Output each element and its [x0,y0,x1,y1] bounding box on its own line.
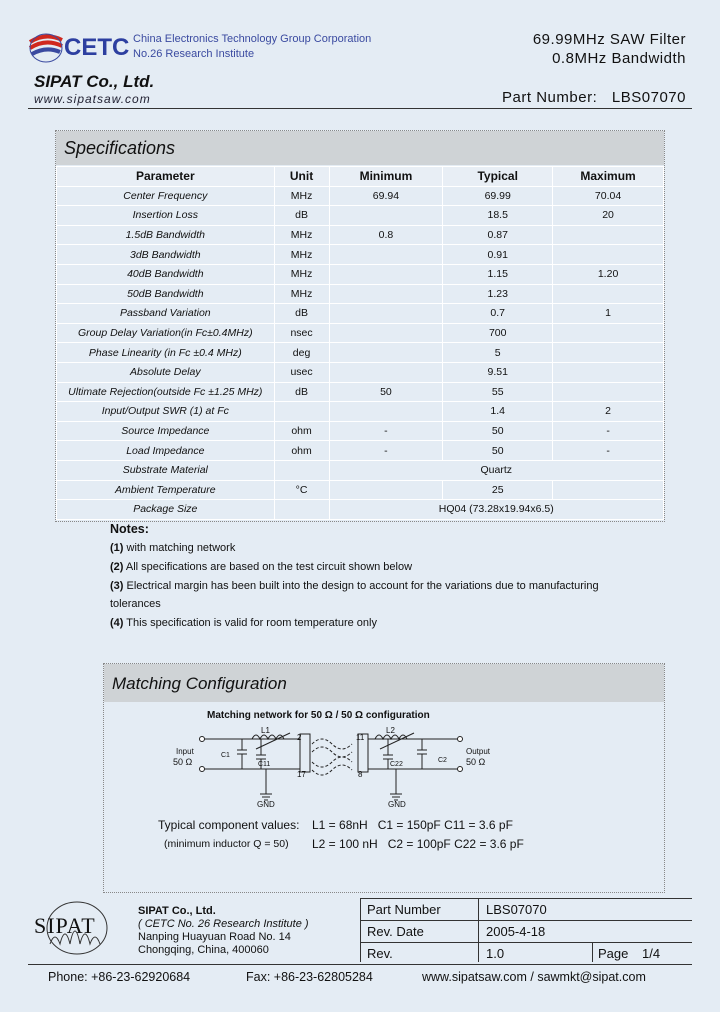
cell-typical: Quartz [329,460,663,480]
cell-maximum: 20 [553,206,664,226]
cell-maximum [553,362,664,382]
col-typical: Typical [443,167,553,187]
gnd-left: GND [257,800,275,809]
pin-2: 2 [297,733,302,742]
cell-unit: nsec [274,323,329,343]
cell-parameter: 3dB Bandwidth [57,245,275,265]
cell-minimum: 50 [329,382,443,402]
info-line-page [592,942,593,962]
cell-maximum [553,225,664,245]
company-line1: China Electronics Technology Group Corporation [133,33,372,45]
cell-typical: 50 [443,441,553,461]
info-part-value: LBS07070 [486,902,547,917]
website: www.sipatsaw.com [34,92,151,106]
cell-typical: 18.5 [443,206,553,226]
cell-minimum [329,343,443,363]
c22-label: C22 [390,761,403,768]
pin-8: 8 [358,770,363,779]
sipat-name: SIPAT Co., Ltd. [34,72,155,91]
values-label: Typical component values: [158,818,300,832]
cell-parameter: Package Size [57,500,275,520]
spec-row [57,343,664,363]
part-number: LBS07070 [611,89,686,106]
spec-table [56,166,664,520]
company-name: SIPAT Co., Ltd. [138,905,216,917]
spec-row [57,500,664,520]
col-parameter: Parameter [57,167,275,187]
cell-maximum [553,323,664,343]
c1-label: C1 [221,752,230,759]
cell-typical: 1.4 [443,402,553,422]
cell-parameter: Source Impedance [57,421,275,441]
info-line-2 [360,920,692,921]
cell-maximum: 70.04 [553,186,664,206]
cell-maximum: - [553,421,664,441]
info-date-label: Rev. Date [367,924,424,939]
spec-row [57,441,664,461]
cell-parameter: 1.5dB Bandwidth [57,225,275,245]
cell-typical: 69.99 [443,186,553,206]
values-line2: L2 = 100 nH C2 = 100pF C22 = 3.6 pF [312,837,524,851]
cell-parameter: 40dB Bandwidth [57,264,275,284]
c2-label: C2 [438,757,447,764]
info-part-label: Part Number [367,902,441,917]
footer-phone: Phone: +86-23-62920684 [48,970,191,984]
cell-typical: 0.91 [443,245,553,265]
info-rev-value: 1.0 [486,946,505,961]
company-line2: No.26 Research Institute [133,48,255,60]
cell-minimum [329,362,443,382]
cell-maximum: - [553,441,664,461]
cell-typical: 9.51 [443,362,553,382]
diagram-title: Matching network for 50 Ω / 50 Ω configuration [207,710,430,721]
footer-web-email: www.sipatsaw.com / sawmkt@sipat.com [422,970,646,984]
cell-unit: dB [274,382,329,402]
input-ohm: 50 Ω [173,757,193,767]
notes-title: Notes: [110,522,149,536]
pin-17: 17 [297,770,306,779]
footer-divider [28,964,692,965]
info-page-value: 1/4 [642,946,661,961]
info-date-value: 2005-4-18 [486,924,546,939]
footer-fax: Fax: +86-23-62805284 [246,970,373,984]
gnd-right: GND [388,800,406,809]
cell-typical: 5 [443,343,553,363]
cell-minimum [329,480,443,500]
cell-minimum [329,245,443,265]
spec-row [57,206,664,226]
cell-maximum: 1.20 [553,264,664,284]
info-line-top [360,898,692,899]
info-line-3 [360,942,692,943]
col-unit: Unit [274,167,329,187]
cell-parameter: Passband Variation [57,304,275,324]
cell-unit: dB [274,304,329,324]
spec-row [57,264,664,284]
cell-parameter: Load Impedance [57,441,275,461]
cell-parameter: Center Frequency [57,186,275,206]
info-line-mid [478,898,479,962]
cell-unit [274,402,329,422]
cell-unit: usec [274,362,329,382]
spec-row [57,323,664,343]
values-line1: L1 = 68nH C1 = 150pF C11 = 3.6 pF [312,818,513,832]
spec-row [57,304,664,324]
cell-typical: 55 [443,382,553,402]
output-label: Output [466,747,491,756]
cell-parameter: Group Delay Variation(in Fc±0.4MHz) [57,323,275,343]
cell-minimum [329,323,443,343]
info-page-label: Page [598,946,629,961]
spec-row [57,186,664,206]
cell-typical: 0.7 [443,304,553,324]
note-3: (3) Electrical margin has been built into the design to account for the variations due to manufacturing [110,580,599,592]
cell-parameter: 50dB Bandwidth [57,284,275,304]
spec-row [57,284,664,304]
cell-unit: MHz [274,264,329,284]
cell-unit: ohm [274,421,329,441]
l2-label: L2 [386,726,395,735]
cell-typical: 700 [443,323,553,343]
inductor-q-label: (minimum inductor Q = 50) [164,838,289,850]
l1-label: L1 [261,726,270,735]
cell-unit: MHz [274,186,329,206]
cell-unit: deg [274,343,329,363]
cetc-logo-text: CETC [64,34,130,61]
cell-typical: 25 [443,480,553,500]
spec-row [57,362,664,382]
cell-maximum [553,284,664,304]
cell-parameter: Ultimate Rejection(outside Fc ±1.25 MHz) [57,382,275,402]
note-1: (1) with matching network [110,542,236,554]
cell-unit: MHz [274,245,329,265]
output-ohm: 50 Ω [466,757,486,767]
cell-maximum: 1 [553,304,664,324]
cell-maximum: 2 [553,402,664,422]
note-2: (2) All specifications are based on the test circuit shown below [110,561,413,573]
company-address1: Nanping Huayuan Road No. 14 [138,931,291,943]
spec-row [57,402,664,422]
company-subtitle: ( CETC No. 26 Research Institute ) [138,918,309,930]
spec-row [57,460,664,480]
cell-unit [274,500,329,520]
cell-typical: 1.23 [443,284,553,304]
info-rev-label: Rev. [367,946,393,961]
cell-parameter: Ambient Temperature [57,480,275,500]
cell-minimum [329,264,443,284]
cell-minimum [329,206,443,226]
company-address2: Chongqing, China, 400060 [138,944,269,956]
header-divider [28,108,692,109]
part-label: Part Number: [502,89,598,106]
spec-row [57,480,664,500]
col-maximum: Maximum [553,167,664,187]
note-4: (4) This specification is valid for room temperature only [110,617,377,629]
cell-typical: 0.87 [443,225,553,245]
cell-typical: HQ04 (73.28x19.94x6.5) [329,500,663,520]
input-label: Input [176,747,194,756]
cell-unit: dB [274,206,329,226]
col-minimum: Minimum [329,167,443,187]
spec-header-row [57,167,664,187]
cell-minimum [329,402,443,422]
cell-parameter: Substrate Material [57,460,275,480]
product-line2: 0.8MHz Bandwidth [552,50,686,67]
sipat-logo-text: SIPAT [34,913,96,938]
spec-row [57,382,664,402]
cell-minimum: 69.94 [329,186,443,206]
c11-label: C11 [258,761,271,768]
cell-parameter: Phase Linearity (in Fc ±0.4 MHz) [57,343,275,363]
part-number-header [502,89,686,106]
cell-unit: ohm [274,441,329,461]
cell-maximum [553,480,664,500]
matching-circuit-diagram [160,722,510,812]
cell-maximum [553,382,664,402]
cell-minimum [329,284,443,304]
cell-unit: MHz [274,225,329,245]
info-line-left [360,898,361,962]
cell-minimum: 0.8 [329,225,443,245]
cell-minimum: - [329,421,443,441]
cell-minimum [329,304,443,324]
cell-parameter: Absolute Delay [57,362,275,382]
product-line1: 69.99MHz SAW Filter [532,31,686,48]
cell-typical: 50 [443,421,553,441]
cell-unit [274,460,329,480]
note-3-cont: tolerances [110,598,161,610]
cell-typical: 1.15 [443,264,553,284]
cell-parameter: Insertion Loss [57,206,275,226]
spec-row [57,421,664,441]
pin-11: 11 [356,733,365,742]
matching-title: Matching Configuration [104,664,664,702]
cell-parameter: Input/Output SWR (1) at Fc [57,402,275,422]
spec-row [57,225,664,245]
cell-unit: MHz [274,284,329,304]
cell-minimum: - [329,441,443,461]
specifications-title: Specifications [56,131,664,165]
spec-row [57,245,664,265]
cell-unit: °C [274,480,329,500]
cell-maximum [553,245,664,265]
cell-maximum [553,343,664,363]
